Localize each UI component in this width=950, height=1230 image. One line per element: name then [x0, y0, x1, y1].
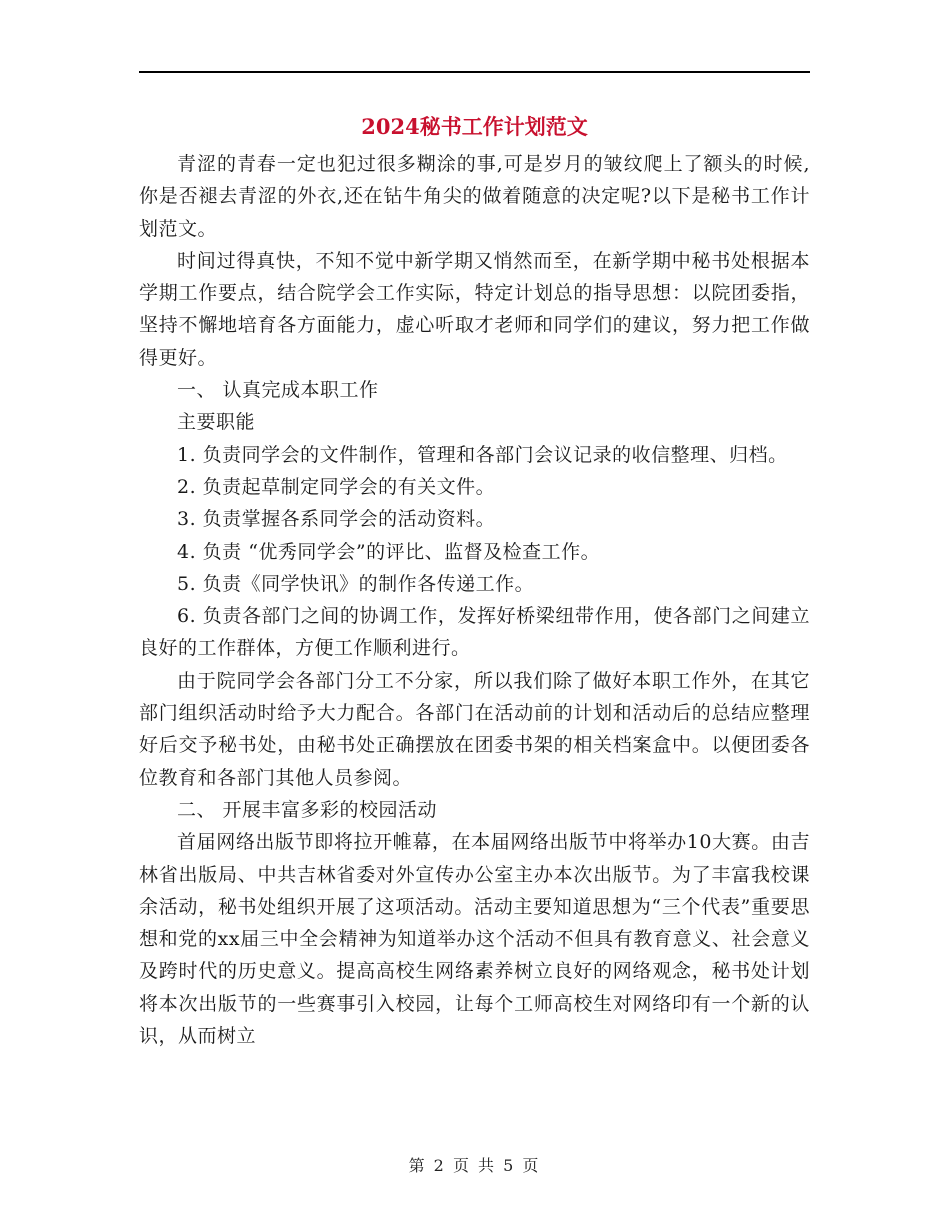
section-heading-2: 二、 开展丰富多彩的校园活动: [177, 798, 438, 821]
duty-item-2: 2. 负责起草制定同学会的有关文件。: [177, 475, 496, 498]
paragraph-intro: 青涩的青春一定也犯过很多糊涂的事,可是岁月的皱纹爬上了额头的时候,你是否褪去青涩的外衣,还在钻牛角尖的做着随意的决定呢?以下是秘书工作计划范文。: [139, 153, 810, 240]
duty-item-6: 6. 负责各部门之间的协调工作，发挥好桥梁纽带作用，使各部门之间建立良好的工作群体，方便工作顺利进行。: [139, 605, 810, 660]
duty-item-4: 4. 负责 “优秀同学会”的评比、监督及检查工作。: [177, 540, 601, 563]
page-footer: 第 2 页 共 5 页: [408, 1156, 541, 1175]
header-rule: [139, 71, 810, 73]
section-heading-1: 一、 认真完成本职工作: [177, 379, 379, 402]
duty-item-3: 3. 负责掌握各系同学会的活动资料。: [177, 508, 496, 531]
duty-item-1: 1. 负责同学会的文件制作，管理和各部门会议记录的收信整理、归档。: [177, 443, 788, 466]
paragraph-guiding-idea: 时间过得真快，不知不觉中新学期又悄然而至，在新学期中秘书处根据本学期工作要点，结合院学会工作实际，特定计划总的指导思想：以院团委指，坚持不懈地培育各方面能力，虚心听取才老师和同学们的建议，努力把工作做得更好。: [139, 249, 810, 369]
document-body: [139, 148, 810, 1052]
duty-item-5: 5. 负责《同学快讯》的制作各传递工作。: [177, 572, 535, 595]
paragraph-publishing-festival: 首届网络出版节即将拉开帷幕，在本届网络出版节中将举办10大赛。由吉林省出版局、中共吉林省委对外宣传办公室主办本次出版节。为了丰富我校课余活动，秘书处组织开展了这项活动。活动主要知道思想为“三个代表”重要思想和党的xx届三中全会精神为知道举办这个活动不但具有教育意义、社会意义及跨时代的历史意义。提高高校生网络素养树立良好的网络观念，秘书处计划将本次出版节的一些赛事引入校园，让每个工师高校生对网络印有一个新的认识，从而树立: [139, 831, 810, 1048]
subheading-main-duties: 主要职能: [177, 411, 256, 434]
paragraph-cooperation: 由于院同学会各部门分工不分家，所以我们除了做好本职工作外，在其它部门组织活动时给予大力配合。各部门在活动前的计划和活动后的总结应整理好后交予秘书处，由秘书处正确摆放在团委书架的相关档案盒中。以便团委各位教育和各部门其他人员参阅。: [139, 669, 810, 789]
document-title: 2024秘书工作计划范文: [361, 114, 588, 139]
